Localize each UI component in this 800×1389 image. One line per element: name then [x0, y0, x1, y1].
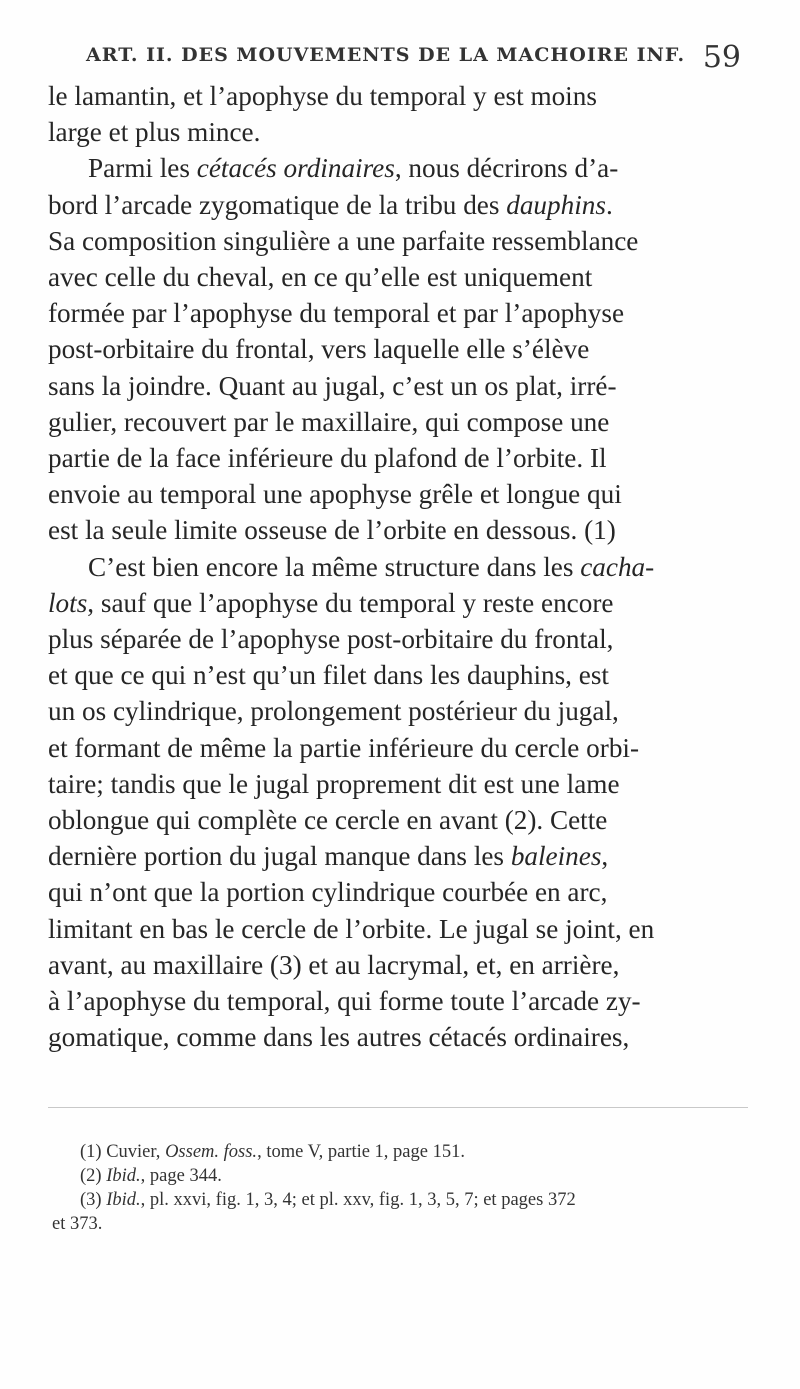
text-run: (1) Cuvier, — [80, 1142, 166, 1162]
text-line: gomatique, comme dans les autres cétacés ordinaires, — [48, 1022, 630, 1053]
page-number: 59 — [702, 40, 741, 75]
footnote-1 — [52, 1140, 762, 1164]
text-line — [48, 187, 748, 223]
text-line — [48, 585, 748, 621]
italic-term: Ibid. — [106, 1166, 141, 1186]
text-line: gulier, recouvert par le maxillaire, qui compose une — [48, 406, 610, 437]
text-run: , tome V, partie 1, page 151. — [257, 1142, 465, 1162]
text-line: sans la joindre. Quant au jugal, c’est un os plat, irré- — [48, 370, 617, 401]
text-run: (2) — [80, 1166, 107, 1186]
text-line: oblongue qui complète ce cercle en avant (2). Cette — [48, 805, 608, 836]
text-line: partie de la face inférieure du plafond de l’orbite. Il — [48, 443, 607, 474]
italic-term: cétacés ordinaires — [196, 153, 395, 184]
text-line: formée par l’apophyse du temporal et par l’apophyse — [48, 298, 625, 329]
text-line — [48, 549, 748, 585]
footnote-3 — [52, 1188, 762, 1212]
text-line: est la seule limite osseuse de l’orbite en dessous. (1) — [48, 515, 616, 546]
text-line — [48, 150, 748, 186]
footnote-2 — [52, 1164, 762, 1188]
text-line: qui n’ont que la portion cylindrique courbée en arc, — [48, 877, 608, 908]
text-line: à l’apophyse du temporal, qui forme toute l’arcade zy- — [48, 986, 641, 1017]
text-line: Sa composition singulière a une parfaite ressemblance — [48, 225, 639, 256]
text-line: envoie au temporal une apophyse grêle et longue qui — [48, 479, 622, 510]
footnote-rule — [48, 1107, 748, 1108]
text-line: plus séparée de l’apophyse post-orbitaire du frontal, — [48, 624, 614, 655]
running-title: ART. II. DES MOUVEMENTS DE LA MACHOIRE INF. — [86, 44, 686, 66]
text-run: . — [605, 189, 613, 220]
text-run: (3) — [80, 1190, 107, 1210]
text-run: bord l’arcade zygomatique de la tribu des — [48, 189, 507, 220]
text-line: le lamantin, et l’apophyse du temporal y est moins — [48, 81, 597, 111]
footnotes — [52, 1140, 762, 1236]
text-run: , sauf que l’apophyse du temporal y reste encore — [87, 587, 614, 618]
text-run: , nous décrirons d’a- — [394, 153, 619, 184]
text-line: avant, au maxillaire (3) et au lacrymal, et, en arrière, — [48, 949, 620, 980]
italic-term: lots — [48, 587, 88, 618]
text-line: post-orbitaire du frontal, vers laquelle elle s’élève — [48, 334, 590, 365]
text-line: un os cylindrique, prolongement postérieur du jugal, — [48, 696, 619, 727]
text-run: Parmi les — [88, 153, 197, 184]
text-line: large et plus mince. — [48, 117, 261, 148]
text-line — [48, 838, 748, 874]
text-line: avec celle du cheval, en ce qu’elle est uniquement — [48, 262, 593, 293]
text-run: , page 344. — [140, 1166, 222, 1186]
footnote-3-continuation: et 373. — [52, 1214, 103, 1234]
text-run: dernière portion du jugal manque dans les — [48, 841, 511, 872]
italic-term: Ossem. foss. — [165, 1142, 258, 1162]
text-run: C’est bien encore la même structure dans les — [88, 551, 581, 582]
italic-term: Ibid. — [106, 1190, 141, 1210]
italic-term: cacha- — [580, 551, 655, 582]
text-line: limitant en bas le cercle de l’orbite. Le jugal se joint, en — [48, 913, 655, 944]
text-line: et formant de même la partie inférieure du cercle orbi- — [48, 732, 640, 763]
body-text — [48, 78, 748, 1055]
text-run: , pl. xxvi, fig. 1, 3, 4; et pl. xxv, fig. 1, 3, 5, 7; et pages 372 — [140, 1190, 576, 1210]
italic-term: baleines — [510, 841, 602, 872]
text-line: et que ce qui n’est qu’un filet dans les dauphins, est — [48, 660, 609, 691]
italic-term: dauphins — [506, 189, 606, 220]
text-run: , — [601, 841, 609, 872]
text-line: taire; tandis que le jugal proprement dit est une lame — [48, 768, 620, 799]
